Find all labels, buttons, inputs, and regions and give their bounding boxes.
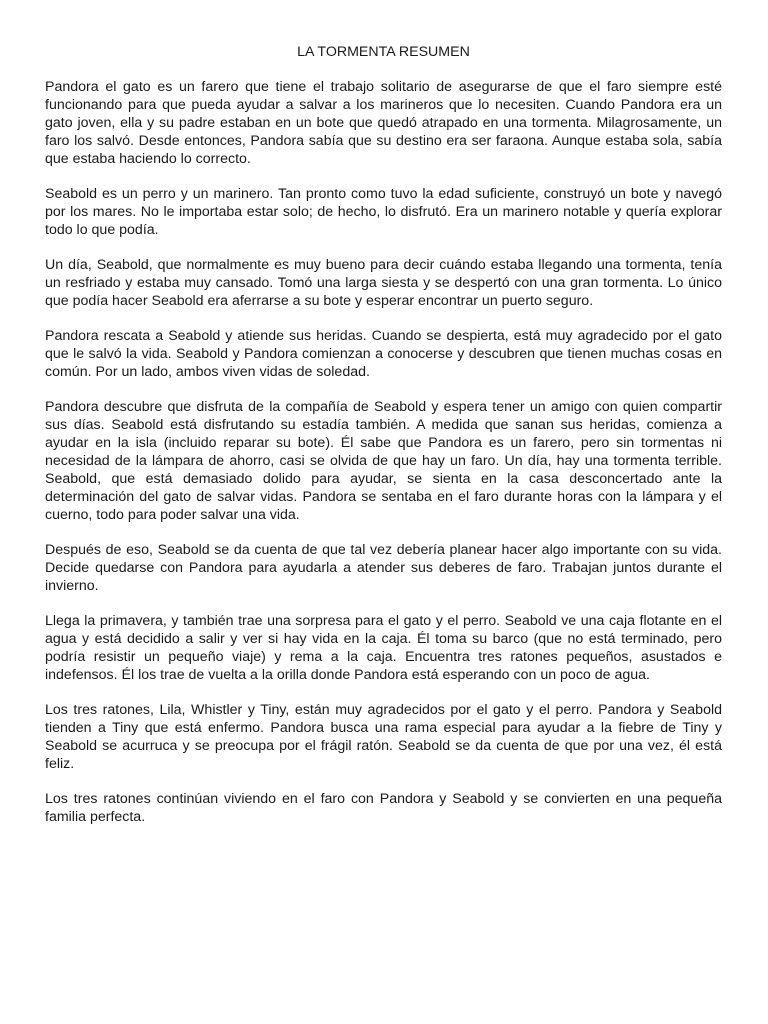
paragraph-4: Pandora rescata a Seabold y atiende sus heridas. Cuando se despierta, está muy agradecido por el gato que le salvó la vida. Seabold y Pandora comienzan a conocerse y descubren que tienen muchas cosas en común. Por un lado, ambos viven vidas de soledad. [45,328,722,380]
paragraph-5: Pandora descubre que disfruta de la compañía de Seabold y espera tener un amigo con quien compartir sus días. Seabold está disfrutando su estadía también. A medida que sanan sus heridas, comienza a ayudar en la isla (incluido reparar su bote). Él sabe que Pandora es un farero, pero sin tormentas ni necesidad de la lámpara de ahorro, casi se olvida de que hay un faro. Un día, hay una tormenta terrible. Seabold, que está demasiado dolido para ayudar, se sienta en la casa desconcertado ante la determinación del gato de salvar vidas. Pandora se sentaba en el faro durante horas con la lámpara y el cuerno, todo para poder salvar una vida. [45,399,722,523]
paragraph-1: Pandora el gato es un farero que tiene el trabajo solitario de asegurarse de que el faro siempre esté funcionando para que pueda ayudar a salvar a los marineros que lo necesiten. Cuando Pandora era un gato joven, ella y su padre estaban en un bote que quedó atrapado en una tormenta. Milagrosamente, un faro los salvó. Desde entonces, Pandora sabía que su destino era ser faraona. Aunque estaba sola, sabía que estaba haciendo lo correcto. [45,79,722,167]
paragraph-7: Llega la primavera, y también trae una sorpresa para el gato y el perro. Seabold ve una caja flotante en el agua y está decidido a salir y ver si hay vida en la caja. Él toma su barco (que no está terminado, pero podría resistir un pequeño viaje) y rema a la caja. Encuentra tres ratones pequeños, asustados e indefensos. Él los trae de vuelta a la orilla donde Pandora está esperando con un poco de agua. [45,613,722,683]
document-title: LA TORMENTA RESUMEN [297,44,470,60]
paragraph-6: Después de eso, Seabold se da cuenta de que tal vez debería planear hacer algo importante con su vida. Decide quedarse con Pandora para ayudarla a atender sus deberes de faro. Trabajan juntos durante el invierno. [45,542,722,594]
paragraph-3: Un día, Seabold, que normalmente es muy bueno para decir cuándo estaba llegando una tormenta, tenía un resfriado y estaba muy cansado. Tomó una larga siesta y se despertó con una gran tormenta. Lo único que podía hacer Seabold era aferrarse a su bote y esperar encontrar un puerto seguro. [45,257,722,309]
paragraph-9: Los tres ratones continúan viviendo en el faro con Pandora y Seabold y se convierten en una pequeña familia perfecta. [45,791,722,825]
paragraph-2: Seabold es un perro y un marinero. Tan pronto como tuvo la edad suficiente, construyó un bote y navegó por los mares. No le importaba estar solo; de hecho, lo disfrutó. Era un marinero notable y quería explorar todo lo que podía. [45,186,722,238]
paragraph-8: Los tres ratones, Lila, Whistler y Tiny, están muy agradecidos por el gato y el perro. Pandora y Seabold tienden a Tiny que está enfermo. Pandora busca una rama especial para ayudar a la fiebre de Tiny y Seabold se acurruca y se preocupa por el frágil ratón. Seabold se da cuenta de que por una vez, él está feliz. [45,702,722,772]
